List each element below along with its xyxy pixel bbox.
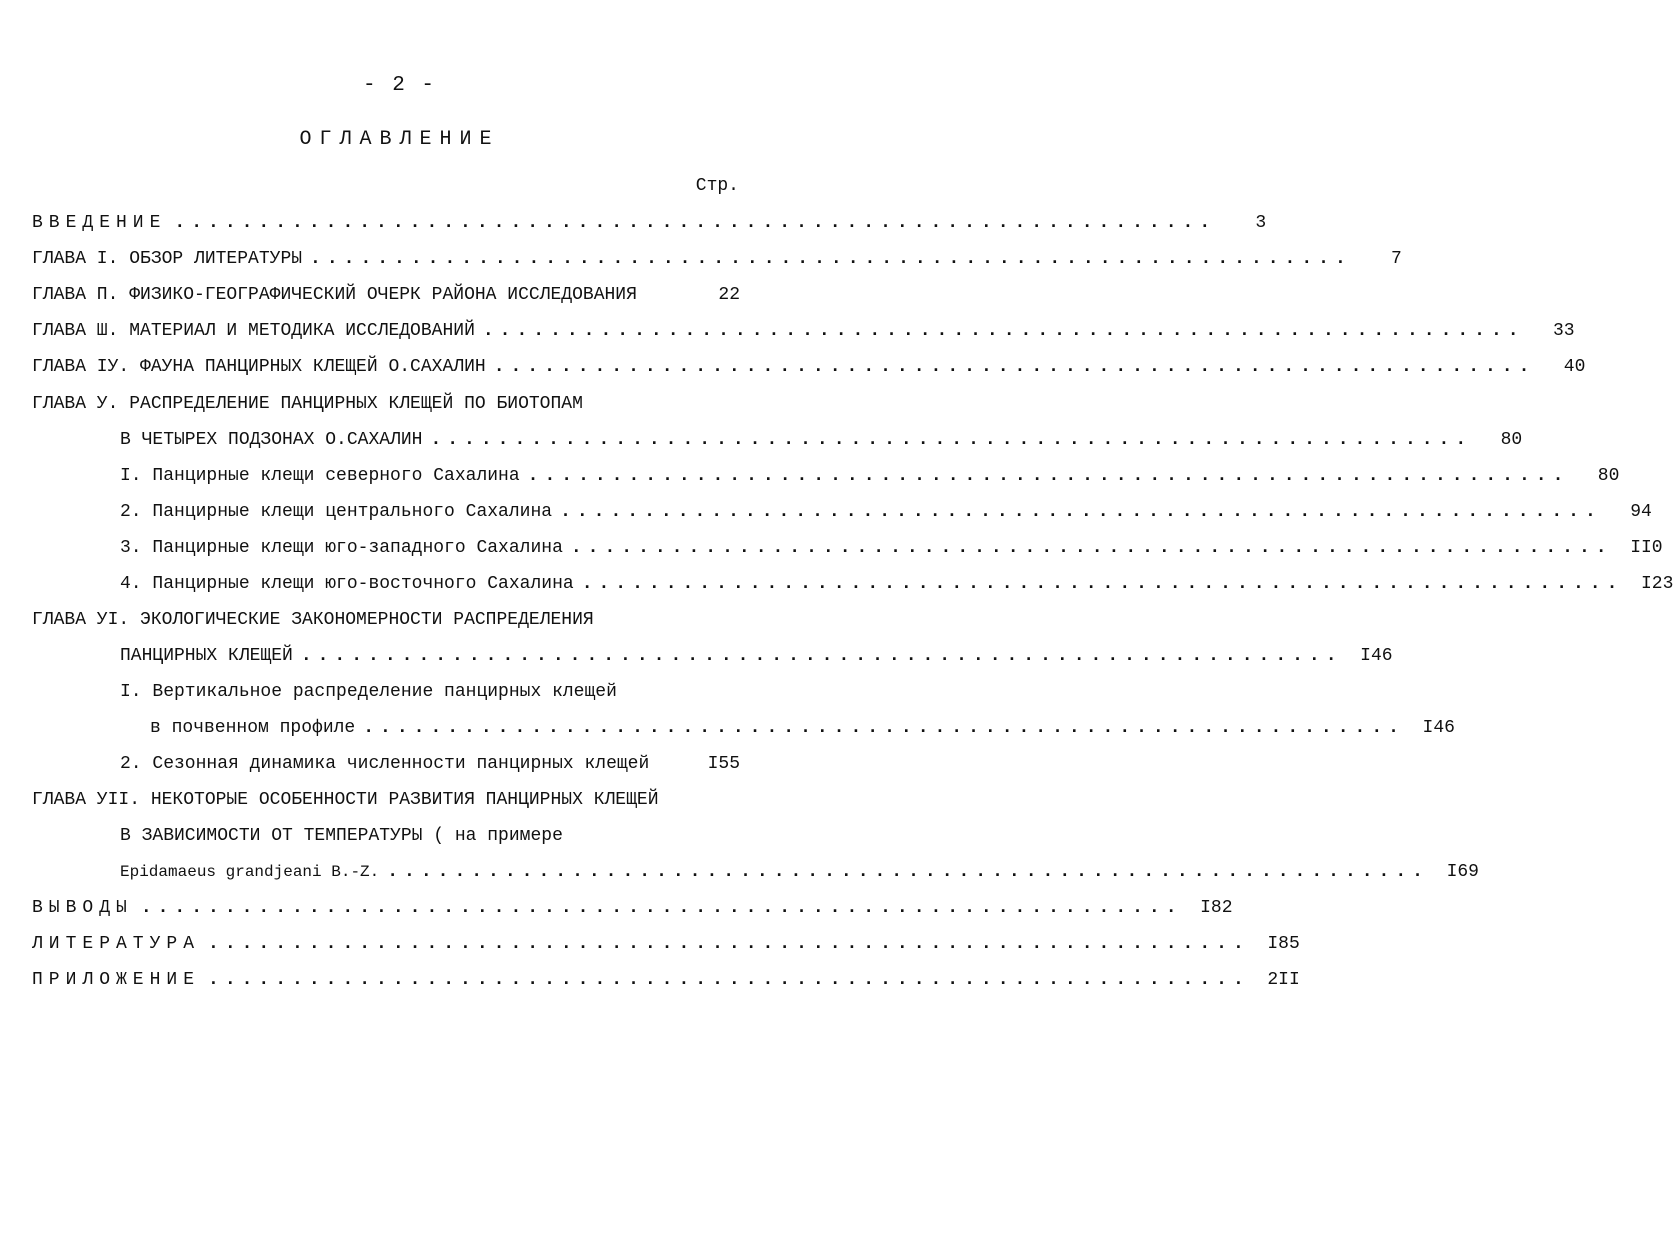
toc-entry-chapter-2[interactable]: [32, 282, 740, 308]
entry-title: В ЧЕТЫРЕХ ПОДЗОНАХ О.САХАЛИН: [120, 430, 423, 450]
toc-entry-chapter-6[interactable]: [120, 643, 1393, 669]
entry-title: ГЛАВА I. ОБЗОР ЛИТЕРАТУРЫ: [32, 249, 303, 269]
entry-title: Epidamaeus grandjeani B.-Z.: [120, 863, 380, 881]
entry-title: ПАНЦИРНЫХ КЛЕЩЕЙ: [120, 646, 293, 666]
entry-page: 80: [1597, 466, 1620, 486]
toc-entry-conclusions[interactable]: [32, 895, 1233, 921]
entry-page: I69: [1446, 862, 1479, 882]
leader-dots: ..............................................................: [581, 574, 1624, 594]
entry-title: ГЛАВА Ш. МАТЕРИАЛ И МЕТОДИКА ИССЛЕДОВАНИЙ: [32, 321, 475, 341]
toc-title: ОГЛАВЛЕНИЕ: [299, 128, 500, 151]
toc-entry-section-5-2[interactable]: [120, 499, 1652, 525]
entry-title: ВВЕДЕНИЕ: [32, 213, 167, 233]
entry-title: ПРИЛОЖЕНИЕ: [32, 970, 201, 990]
entry-title: ЛИТЕРАТУРА: [32, 934, 201, 954]
toc-entry-appendix[interactable]: [32, 967, 1300, 993]
leader-dots: ..............................................................: [560, 502, 1602, 522]
toc-entry-literature[interactable]: [32, 931, 1300, 957]
entry-title: 3. Панцирные клещи юго-западного Сахалина: [120, 538, 563, 558]
entry-page: I55: [707, 754, 740, 774]
toc-entry-intro[interactable]: [32, 210, 1267, 236]
toc-entry-chapter-5[interactable]: [120, 427, 1523, 453]
leader-dots: ..............................................................: [208, 970, 1250, 990]
entry-page: 94: [1630, 502, 1652, 522]
leader-dots: ..............................................................: [387, 862, 1429, 882]
entry-page: 22: [718, 285, 740, 305]
toc-entry-chapter-6-title: ГЛАВА УI. ЭКОЛОГИЧЕСКИЕ ЗАКОНОМЕРНОСТИ РАСПРЕДЕЛЕНИЯ: [32, 610, 594, 630]
entry-page: 3: [1255, 213, 1267, 233]
entry-page: 2II: [1267, 970, 1300, 990]
entry-title: в почвенном профиле: [150, 718, 356, 738]
entry-title: I. Панцирные клещи северного Сахалина: [120, 466, 520, 486]
entry-title: 4. Панцирные клещи юго-восточного Сахалина: [120, 574, 574, 594]
entry-page: II0: [1630, 538, 1663, 558]
page-number: - 2 -: [362, 74, 436, 97]
entry-page: I46: [1422, 718, 1455, 738]
leader-dots: ..............................................................: [570, 538, 1613, 558]
entry-title: 2. Панцирные клещи центрального Сахалина: [120, 502, 553, 522]
entry-page: I82: [1200, 898, 1233, 918]
entry-page: 80: [1500, 430, 1523, 450]
entry-title: ГЛАВА П. ФИЗИКО-ГЕОГРАФИЧЕСКИЙ ОЧЕРК РАЙОНА ИССЛЕДОВАНИЯ: [32, 285, 637, 305]
leader-dots: ..............................................................: [174, 213, 1217, 233]
entry-page: 7: [1390, 249, 1402, 269]
toc-entry-chapter-7-subtitle: В ЗАВИСИМОСТИ ОТ ТЕМПЕРАТУРЫ ( на примере: [120, 826, 563, 846]
leader-dots: ..............................................................: [527, 466, 1570, 486]
entry-page: 33: [1552, 321, 1575, 341]
toc-entry-chapter-5-title: ГЛАВА У. РАСПРЕДЕЛЕНИЕ ПАНЦИРНЫХ КЛЕЩЕЙ ПО БИОТОПАМ: [32, 394, 583, 414]
toc-entry-section-6-1[interactable]: [150, 715, 1455, 741]
entry-page: I46: [1360, 646, 1393, 666]
entry-title: ВЫВОДЫ: [32, 898, 133, 918]
toc-entry-chapter-1[interactable]: [32, 246, 1402, 272]
toc-entry-chapter-3[interactable]: [32, 318, 1575, 344]
leader-dots: ..............................................................: [363, 718, 1405, 738]
leader-dots: ..............................................................: [310, 249, 1352, 269]
leader-dots: [649, 751, 690, 777]
entry-title: 2. Сезонная динамика численности панцирных клещей: [120, 754, 650, 774]
entry-page: I85: [1267, 934, 1300, 954]
leader-dots: ..............................................................: [140, 898, 1183, 918]
entry-page: I23: [1641, 574, 1673, 594]
toc-entry-section-6-2[interactable]: [120, 751, 740, 777]
leader-dots: ..............................................................: [300, 646, 1343, 666]
toc-entry-chapter-7-title: ГЛАВА УII. НЕКОТОРЫЕ ОСОБЕННОСТИ РАЗВИТИЯ ПАНЦИРНЫХ КЛЕЩЕЙ: [32, 790, 659, 810]
leader-dots: [637, 282, 690, 308]
toc-entry-chapter-4[interactable]: [32, 354, 1586, 380]
leader-dots: ..............................................................: [493, 357, 1536, 377]
entry-title: ГЛАВА IУ. ФАУНА ПАНЦИРНЫХ КЛЕЩЕЙ О.САХАЛИН: [32, 357, 486, 377]
toc-entry-section-5-1[interactable]: [120, 463, 1620, 489]
leader-dots: ..............................................................: [208, 934, 1250, 954]
toc-entry-section-6-1-title: I. Вертикальное распределение панцирных клещей: [120, 682, 617, 702]
entry-page: 40: [1563, 357, 1586, 377]
toc-entry-section-5-3[interactable]: [120, 535, 1663, 561]
toc-entry-chapter-7[interactable]: [120, 859, 1479, 885]
leader-dots: ..............................................................: [482, 321, 1525, 341]
leader-dots: ..............................................................: [430, 430, 1473, 450]
page-column-label: Стр.: [695, 176, 739, 196]
toc-entry-section-5-4[interactable]: [120, 571, 1673, 597]
